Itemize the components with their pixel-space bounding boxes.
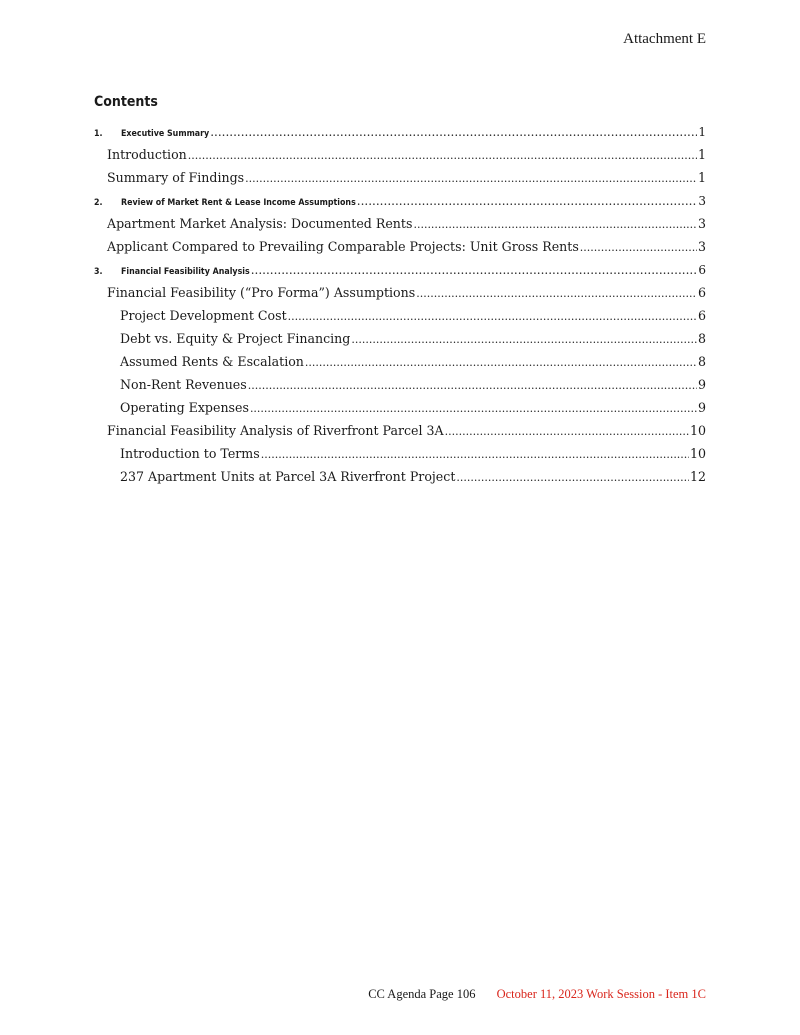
toc-label: Introduction to Terms	[120, 446, 260, 461]
toc-page: 8	[697, 354, 706, 369]
toc-entry-executive-summary[interactable]	[94, 123, 706, 146]
agenda-page-ref: CC Agenda Page 106	[368, 987, 476, 1001]
dot-leader	[288, 308, 697, 326]
toc-entry-introduction-to-terms[interactable]	[94, 445, 706, 468]
contents-heading: Contents	[94, 94, 158, 110]
toc-label: Apartment Market Analysis: Documented Rents	[107, 216, 413, 231]
dot-leader	[357, 192, 698, 210]
dot-leader	[413, 216, 697, 234]
toc-page: 6	[697, 285, 706, 300]
toc-label: Assumed Rents & Escalation	[120, 354, 304, 369]
toc-number: 1.	[94, 129, 103, 139]
dot-leader	[245, 170, 697, 188]
toc-entry-assumed-rents[interactable]	[94, 353, 706, 376]
toc-number: 3.	[94, 267, 103, 277]
table-of-contents	[94, 123, 706, 491]
toc-entry-riverfront-analysis[interactable]	[94, 422, 706, 445]
toc-page: 8	[697, 331, 706, 346]
dot-leader	[210, 123, 697, 141]
toc-page: 9	[697, 377, 706, 392]
dot-leader	[261, 446, 689, 464]
toc-page: 12	[689, 469, 706, 484]
dot-leader	[456, 469, 689, 487]
toc-label: 237 Apartment Units at Parcel 3A Riverfront Project	[120, 469, 456, 484]
toc-page: 6	[697, 308, 706, 323]
toc-page: 3	[697, 216, 706, 231]
toc-page: 1	[697, 170, 706, 185]
toc-label: Summary of Findings	[107, 170, 245, 185]
dot-leader	[305, 354, 697, 372]
dot-leader	[248, 377, 697, 395]
dot-leader	[188, 147, 697, 165]
toc-entry-non-rent-revenues[interactable]	[94, 376, 706, 399]
toc-label: Financial Feasibility (“Pro Forma”) Assumptions	[107, 285, 416, 300]
toc-entry-apartment-market-analysis[interactable]	[94, 215, 706, 238]
toc-entry-financial-feasibility[interactable]	[94, 261, 706, 284]
toc-label: Review of Market Rent & Lease Income Assumptions	[121, 198, 356, 208]
meeting-ref: October 11, 2023 Work Session - Item 1C	[496, 987, 706, 1001]
toc-entry-applicant-compared[interactable]	[94, 238, 706, 261]
toc-label: Introduction	[107, 147, 187, 162]
toc-page: 10	[689, 423, 706, 438]
toc-number: 2.	[94, 198, 103, 208]
toc-entry-debt-vs-equity[interactable]	[94, 330, 706, 353]
toc-page: 1	[698, 125, 706, 139]
toc-page: 10	[689, 446, 706, 461]
toc-entry-operating-expenses[interactable]	[94, 399, 706, 422]
toc-page: 3	[698, 194, 706, 208]
toc-label: Financial Feasibility Analysis	[121, 267, 250, 277]
toc-page: 1	[697, 147, 706, 162]
dot-leader	[580, 239, 697, 257]
toc-entry-market-rent-review[interactable]	[94, 192, 706, 215]
toc-label: Executive Summary	[121, 129, 210, 139]
toc-label: Project Development Cost	[120, 308, 287, 323]
toc-entry-project-development-cost[interactable]	[94, 307, 706, 330]
toc-entry-introduction[interactable]	[94, 146, 706, 169]
toc-label: Debt vs. Equity & Project Financing	[120, 331, 351, 346]
toc-page: 9	[697, 400, 706, 415]
toc-entry-237-apartment-units[interactable]	[94, 468, 706, 491]
toc-page: 3	[697, 239, 706, 254]
toc-label: Operating Expenses	[120, 400, 249, 415]
toc-label: Applicant Compared to Prevailing Comparable Projects: Unit Gross Rents	[107, 239, 579, 254]
toc-page: 6	[698, 263, 706, 277]
page-footer	[368, 987, 706, 1002]
dot-leader	[250, 400, 697, 418]
toc-entry-summary-of-findings[interactable]	[94, 169, 706, 192]
dot-leader	[416, 285, 697, 303]
toc-label: Non-Rent Revenues	[120, 377, 247, 392]
toc-entry-pro-forma-assumptions[interactable]	[94, 284, 706, 307]
dot-leader	[351, 331, 697, 349]
dot-leader	[445, 423, 689, 441]
attachment-label: Attachment E	[623, 31, 706, 47]
toc-label: Financial Feasibility Analysis of Riverfront Parcel 3A	[107, 423, 444, 438]
dot-leader	[251, 261, 698, 279]
